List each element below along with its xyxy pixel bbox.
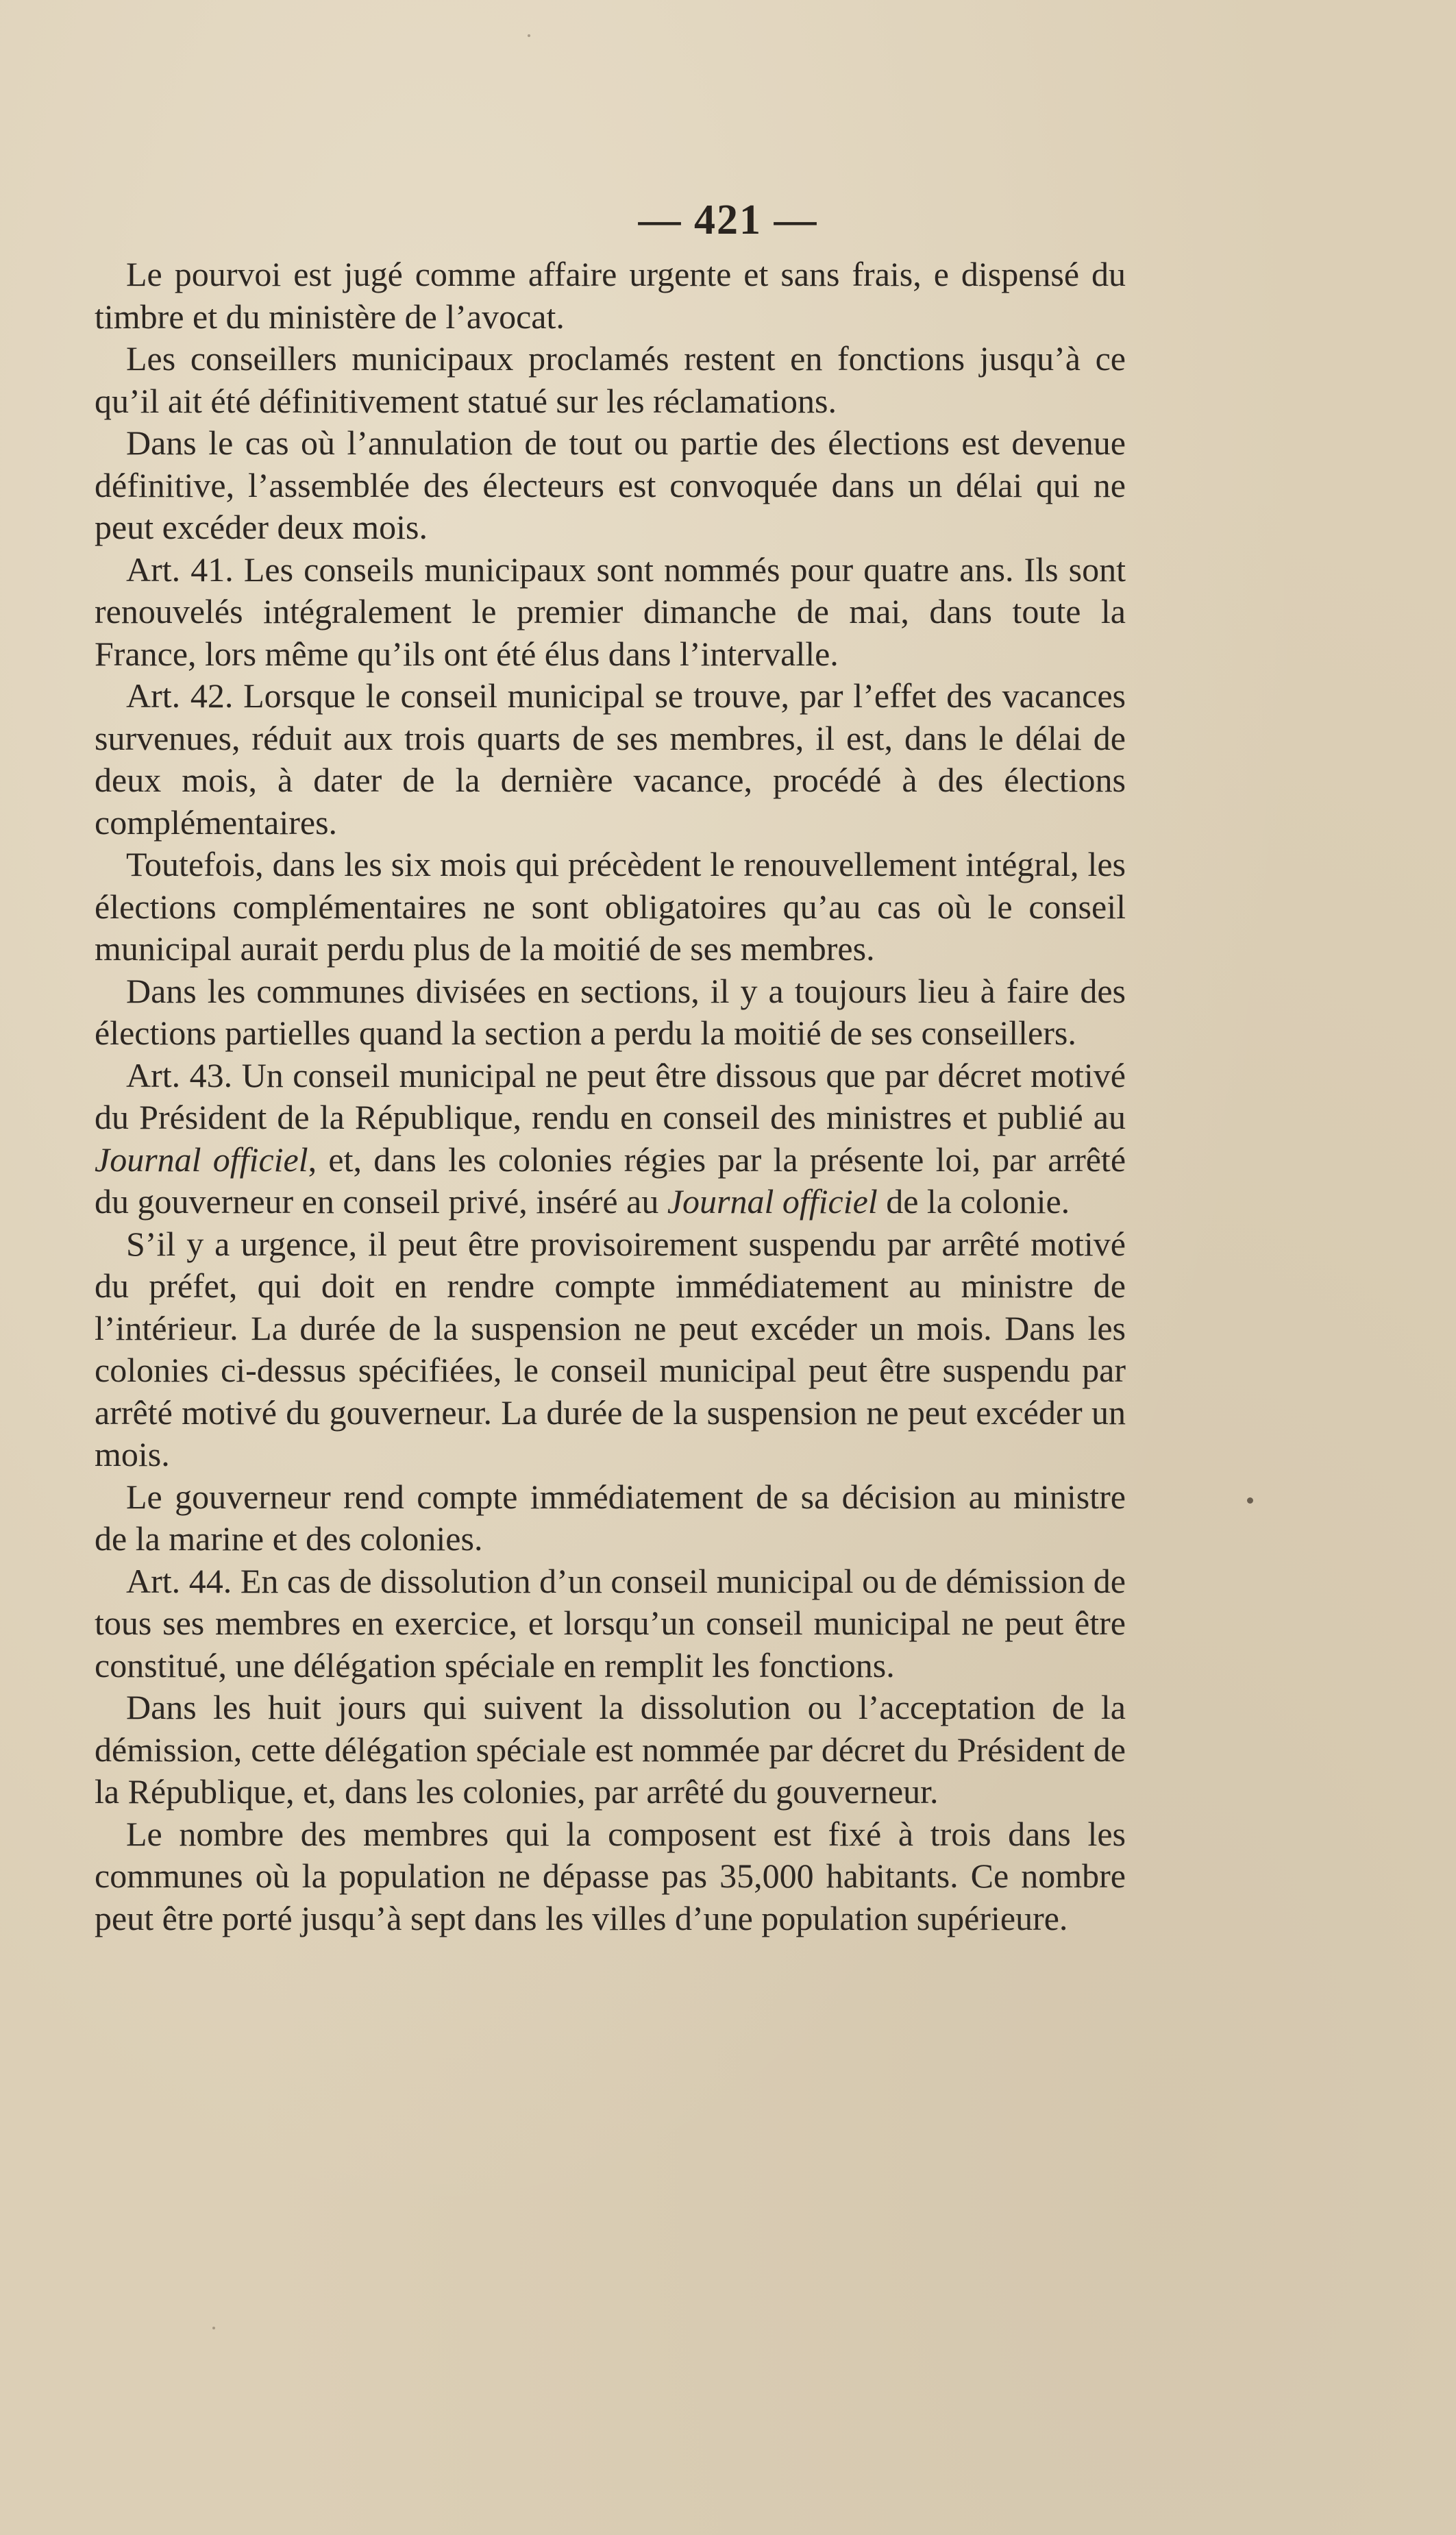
paragraph: Le pourvoi est jugé comme affaire urgente et sans frais, e dispensé du timbre et du ministère de l’avocat. (95, 255, 1126, 336)
article-text: Un conseil municipal ne peut être dissous que par décret motivé du Président de la République, rendu en conseil des ministres et publié au (95, 1055, 1126, 1136)
paragraph: Dans les huit jours qui suivent la dissolution ou l’acceptation de la démission, cette délégation spéciale est nommée par décret du Président de la République, et, dans les colonies, par arrêté du gouverneur. (95, 1688, 1126, 1811)
paper-speck (212, 2327, 215, 2329)
article-number: Art. 44. (126, 1561, 232, 1600)
page-number: — 421 — (638, 197, 818, 243)
article-44 (95, 1560, 1126, 1687)
article-number: Art. 41. (126, 550, 234, 589)
article-42 (95, 675, 1126, 844)
paragraph: Dans le cas où l’annulation de tout ou partie des élections est devenue définitive, l’assemblée des électeurs est convoquée dans un délai qui ne peut excéder deux mois. (95, 424, 1126, 546)
paragraph: S’il y a urgence, il peut être provisoirement suspendu par arrêté motivé du préfet, qui doit en rendre compte immédiatement au ministre de l’intérieur. La durée de la suspension ne peut excéder un mois. Dans les colonies ci-dessus spécifiées, le conseil municipal peut être suspendu par arrêté motivé du gouverneur. La durée de la suspension ne peut excéder un mois. (95, 1224, 1126, 1473)
article-text: En cas de dissolution d’un conseil municipal ou de démission de tous ses membres en exercice, et lorsqu’un conseil municipal ne peut être constitué, une délégation spéciale en remplit les fonctions. (95, 1561, 1126, 1685)
article-number: Art. 42. (126, 676, 234, 715)
paragraph: Le gouverneur rend compte immédiatement de sa décision au ministre de la marine et des colonies. (95, 1477, 1126, 1558)
article-text: , et, dans les colonies régies par la présente loi, par arrêté du gouverneur en conseil privé, inséré au (95, 1140, 1126, 1221)
article-41 (95, 549, 1126, 676)
paragraph: Le nombre des membres qui la composent est fixé à trois dans les communes où la population ne dépasse pas 35,000 habitants. Ce nombre peut être porté jusqu’à sept dans les villes d’une population supérieure. (95, 1814, 1126, 1937)
article-43 (95, 1055, 1126, 1223)
paper-speck (528, 34, 530, 37)
journal-title: Journal officiel (95, 1140, 308, 1179)
article-text: Les conseils municipaux sont nommés pour quatre ans. Ils sont renouvelés intégralement le premier dimanche de mai, dans toute la France, lors même qu’ils ont été élus dans l’intervalle. (95, 550, 1126, 673)
article-text: Lorsque le conseil municipal se trouve, par l’effet des vacances survenues, réduit aux trois quarts de ses membres, il est, dans le délai de deux mois, à dater de la dernière vacance, procédé à des élections complémentaires. (95, 676, 1126, 842)
article-text: de la colonie. (886, 1182, 1070, 1221)
document-body (95, 254, 1126, 1939)
paragraph: Toutefois, dans les six mois qui précèdent le renouvellement intégral, les élections complémentaires ne sont obligatoires qu’au cas où le conseil municipal aurait perdu plus de la moitié de ses membres. (95, 845, 1126, 968)
article-number: Art. 43. (126, 1055, 233, 1094)
journal-title: Journal officiel (667, 1182, 878, 1221)
paragraph: Dans les communes divisées en sections, il y a toujours lieu à faire des élections partielles quand la section a perdu la moitié de ses conseillers. (95, 971, 1126, 1052)
paragraph: Les conseillers municipaux proclamés restent en fonctions jusqu’à ce qu’il ait été définitivement statué sur les réclamations. (95, 339, 1126, 420)
paper-speck (1247, 1497, 1253, 1504)
